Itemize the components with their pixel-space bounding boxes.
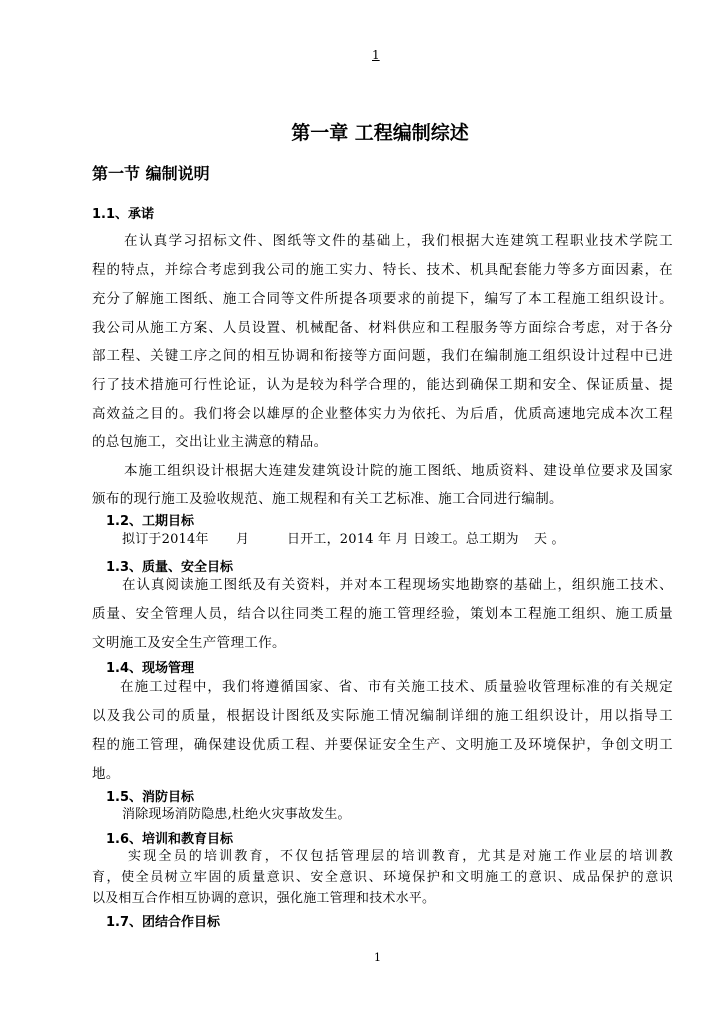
page-number-top: 1 (372, 48, 380, 62)
paragraph-line: 地。 (92, 766, 120, 782)
paragraph-line: 育，使全员树立牢固的质量意识、安全意识、环境保护和文明施工的意识、成品保护的意识 (92, 870, 673, 885)
schedule-end-text: 日开工，2014 年 月 日竣工。总工期为 (287, 532, 519, 547)
schedule-start-year: 拟订于2014年 (122, 532, 209, 547)
paragraph-line: 程的施工管理，确保建设优质工程、并要保证安全生产、文明施工及环境保护，争创文明工 (92, 737, 673, 753)
heading-1-3: 1.3、质量、安全目标 (106, 560, 234, 575)
heading-1-4: 1.4、现场管理 (106, 661, 195, 676)
paragraph-line: 高效益之目的。我们将会以雄厚的企业整体实力为依托、为后盾，优质高速地完成本次工程 (92, 406, 673, 422)
heading-1-1: 1.1、承诺 (92, 207, 155, 222)
paragraph-line: 的总包施工，交出让业主满意的精品。 (92, 434, 328, 450)
heading-1-6: 1.6、培训和教育目标 (106, 832, 234, 847)
paragraph-line: 充分了解施工图纸、施工合同等文件所提各项要求的前提下，编写了本工程施工组织设计。 (92, 291, 673, 307)
section-title: 第一节 编制说明 (92, 164, 210, 183)
paragraph-line: 以及相互合作相互协调的意识，强化施工管理和技术水平。 (92, 891, 436, 906)
chapter-title: 第一章 工程编制综述 (291, 122, 469, 144)
heading-1-7: 1.7、团结合作目标 (106, 915, 221, 930)
paragraph-line: 在施工过程中，我们将遵循国家、省、市有关施工技术、质量验收管理标准的有关规定 (120, 679, 673, 695)
paragraph-line: 消除现场消防隐患,杜绝火灾事故发生。 (122, 807, 351, 822)
paragraph-line: 部工程、关键工序之间的相互协调和衔接等方面问题，我们在编制施工组织设计过程中已进 (92, 348, 673, 364)
page-number-bottom: 1 (374, 951, 381, 964)
paragraph-line: 质量、安全管理人员，结合以往同类工程的施工管理经验，策划本工程施工组织、施工质量 (92, 606, 673, 622)
schedule-start-month: 月 (236, 532, 250, 547)
paragraph-line: 颁布的现行施工及验收规范、施工规程和有关工艺标准、施工合同进行编制。 (92, 491, 563, 507)
heading-1-2: 1.2、工期目标 (106, 514, 195, 529)
paragraph-line: 在认真学习招标文件、图纸等文件的基础上，我们根据大连建筑工程职业技术学院工 (124, 233, 673, 249)
schedule-duration: 天 。 (534, 532, 565, 547)
paragraph-line: 行了技术措施可行性论证，认为是较为科学合理的，能达到确保工期和安全、保证质量、提 (92, 377, 673, 393)
paragraph-line: 文明施工及安全生产管理工作。 (92, 635, 286, 651)
paragraph-line: 以及我公司的质量，根据设计图纸及实际施工情况编制详细的施工组织设计，用以指导工 (92, 708, 673, 724)
paragraph-line: 程的特点，并综合考虑到我公司的施工实力、特长、技术、机具配套能力等多方面因素，在 (92, 262, 673, 278)
heading-1-5: 1.5、消防目标 (106, 790, 195, 805)
paragraph-line: 实现全员的培训教育，不仅包括管理层的培训教育，尤其是对施工作业层的培训教 (128, 849, 673, 864)
paragraph-line: 本施工组织设计根据大连建发建筑设计院的施工图纸、地质资料、建设单位要求及国家 (124, 463, 673, 479)
paragraph-line: 在认真阅读施工图纸及有关资料，并对本工程现场实地勘察的基础上，组织施工技术、 (122, 577, 673, 593)
paragraph-line: 我公司从施工方案、人员设置、机械配备、材料供应和工程服务等方面综合考虑，对于各分 (92, 320, 673, 336)
